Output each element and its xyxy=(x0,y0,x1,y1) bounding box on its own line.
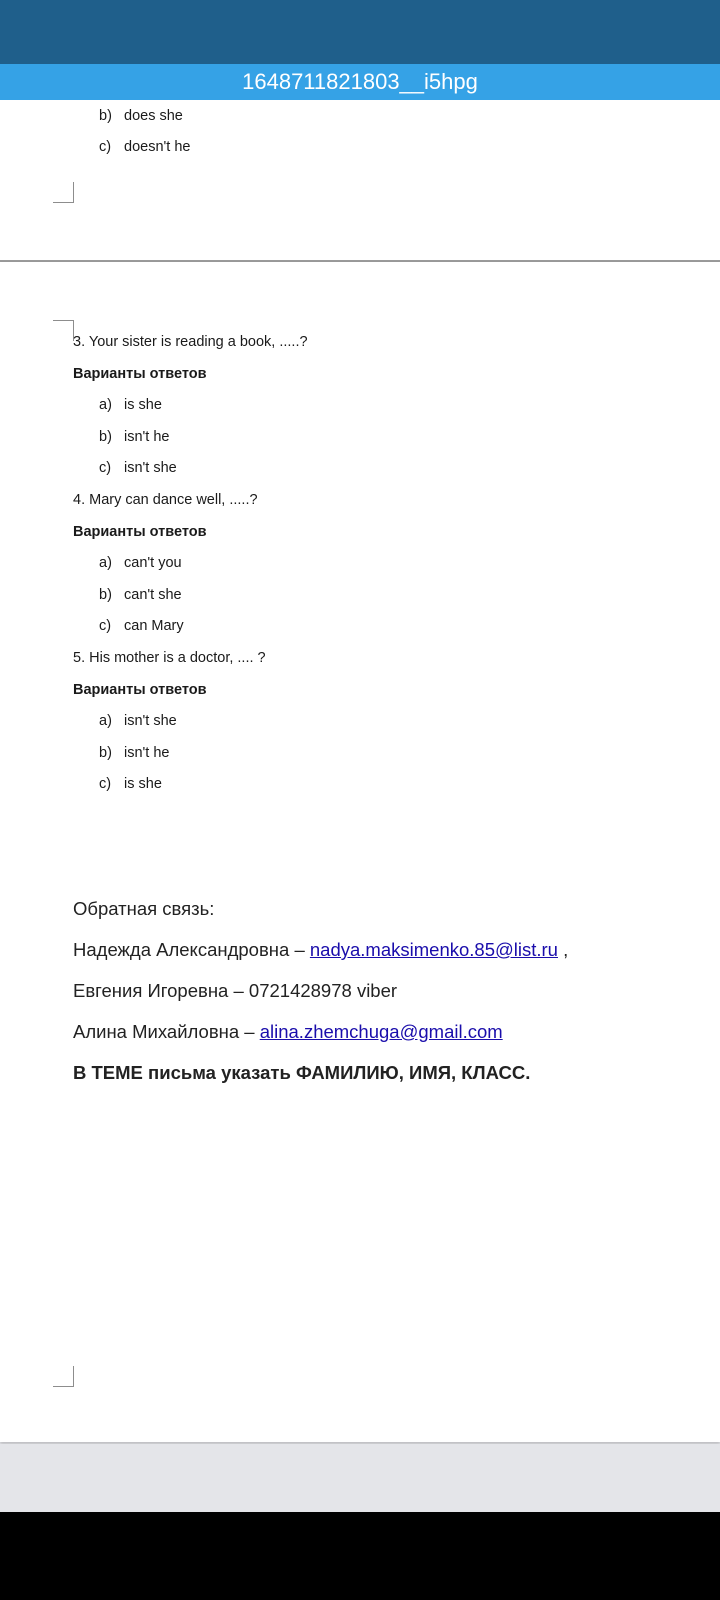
option-letter: c) xyxy=(99,139,112,155)
contact-1-email-link[interactable]: nadya.maksimenko.85@list.ru xyxy=(309,939,558,960)
option-text: can't you xyxy=(124,555,182,571)
navigation-bar xyxy=(0,1512,720,1600)
question-3-answers-header: Варианты ответов xyxy=(73,366,207,382)
question-4-text: 4. Mary can dance well, .....? xyxy=(73,492,258,508)
feedback-contact-2: Евгения Игоревна – 0721428978 viber xyxy=(73,980,398,1001)
feedback-contact-3 xyxy=(73,1021,503,1043)
option-b xyxy=(99,108,183,124)
question-3-text: 3. Your sister is reading a book, .....? xyxy=(73,334,308,350)
option-letter: c) xyxy=(99,776,112,792)
contact-1-name: Надежда Александровна – xyxy=(73,939,310,960)
option-text: can't she xyxy=(124,587,182,603)
option-letter: b) xyxy=(99,587,112,603)
status-bar xyxy=(0,0,720,64)
question-3-option-b xyxy=(99,429,170,445)
question-3-option-c xyxy=(99,460,177,476)
option-text: isn't she xyxy=(124,713,177,729)
option-text: isn't he xyxy=(124,429,170,445)
option-text: doesn't he xyxy=(124,139,191,155)
option-letter: b) xyxy=(99,429,112,445)
contact-1-suffix: , xyxy=(557,939,569,960)
contact-3-email-link[interactable]: alina.zhemchuga@gmail.com xyxy=(259,1021,503,1042)
option-letter: c) xyxy=(99,618,112,634)
contact-3-name: Алина Михайловна – xyxy=(73,1021,260,1042)
option-letter: a) xyxy=(99,397,112,413)
option-letter: a) xyxy=(99,713,112,729)
option-text: is she xyxy=(124,397,162,413)
question-5-option-c xyxy=(99,776,162,792)
option-text: does she xyxy=(124,108,183,124)
viewer-background xyxy=(0,1444,720,1512)
feedback-contact-1 xyxy=(73,939,568,961)
margin-corner-mark xyxy=(53,1366,74,1387)
option-letter: b) xyxy=(99,745,112,761)
document-page-2[interactable] xyxy=(0,262,720,1442)
question-4-answers-header: Варианты ответов xyxy=(73,524,207,540)
option-letter: a) xyxy=(99,555,112,571)
feedback-instruction: В ТЕМЕ письма указать ФАМИЛИЮ, ИМЯ, КЛАСС. xyxy=(73,1062,531,1083)
option-text: isn't he xyxy=(124,745,170,761)
question-4-option-b xyxy=(99,587,182,603)
question-4-option-c xyxy=(99,618,184,634)
question-5-answers-header: Варианты ответов xyxy=(73,682,207,698)
margin-corner-mark xyxy=(53,182,74,203)
option-c xyxy=(99,139,190,155)
question-4-option-a xyxy=(99,555,182,571)
question-3-option-a xyxy=(99,397,162,413)
option-text: isn't she xyxy=(124,460,177,476)
option-text: is she xyxy=(124,776,162,792)
option-letter: b) xyxy=(99,108,112,124)
question-5-option-b xyxy=(99,745,170,761)
question-5-text: 5. His mother is a doctor, .... ? xyxy=(73,650,266,666)
document-page-1[interactable] xyxy=(0,100,720,262)
feedback-heading: Обратная связь: xyxy=(73,898,215,919)
margin-corner-mark xyxy=(53,320,74,341)
document-title: 1648711821803__i5hpg xyxy=(0,64,720,100)
question-5-option-a xyxy=(99,713,177,729)
option-text: can Mary xyxy=(124,618,184,634)
option-letter: c) xyxy=(99,460,112,476)
